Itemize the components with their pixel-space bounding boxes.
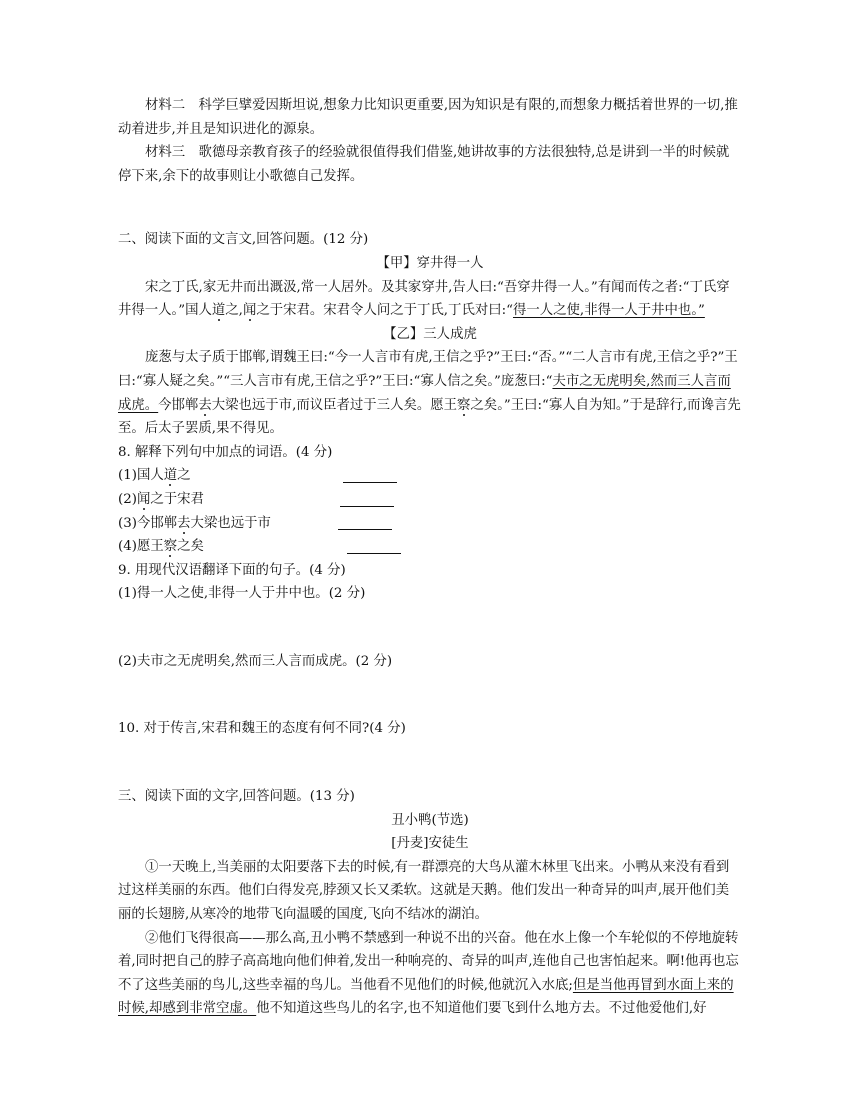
answer-blank[interactable]: [343, 468, 397, 483]
dotted-word: 察: [163, 539, 178, 555]
question-9-sub-1: (1)得一人之使,非得一人于井中也。(2 分): [118, 586, 366, 602]
question-8-item-2: (2)闻之于宋君: [118, 488, 742, 512]
question-8-item-4: (4)愿王察之矣: [118, 535, 742, 559]
material-three: 材料三 歌德母亲教育孩子的经验就很值得我们借鉴,她讲故事的方法很独特,总是讲到一半的时候就停下来,余下的故事则让小歌德自己发挥。: [118, 145, 730, 184]
answer-blank[interactable]: [338, 515, 392, 530]
passage-b-title: 【乙】三人成虎: [383, 326, 477, 342]
document-page: [118, 94, 742, 1021]
underlined-sentence: 夫市之无虎明矣,然而三人言而成虎。: [118, 373, 731, 413]
question-8-item-3: (3)今邯郸去大梁也远于市: [118, 512, 742, 536]
story-title: 丑小鸭(节选): [391, 812, 469, 828]
underlined-sentence: 得一人之使,非得一人于井中也。”: [512, 303, 705, 319]
dotted-word: 去: [198, 397, 212, 413]
material-two: 材料二 科学巨擘爱因斯坦说,想象力比知识更重要,因为知识是有限的,而想象力概括着世界的一切,推动着进步,并且是知识进化的源泉。: [118, 98, 738, 137]
story-paragraph-1: ①一天晚上,当美丽的太阳要落下去的时候,有一群漂亮的大鸟从灌木林里飞出来。小鸭从来没有看到过这样美丽的东西。他们白得发亮,脖颈又长又柔软。这就是天鹅。他们发出一种奇异的叫声,展开他们美丽的长翅膀,从寒冷的地带飞向温暖的国度,飞向不结冰的湖泊。: [118, 859, 730, 923]
answer-space[interactable]: [118, 606, 742, 650]
answer-blank[interactable]: [340, 492, 394, 507]
answer-blank[interactable]: [347, 539, 401, 554]
dotted-word: 闻: [242, 303, 257, 319]
question-9-sub-2: (2)夫市之无虎明矣,然而三人言而成虎。(2 分): [118, 653, 393, 669]
section-three-heading: 三、阅读下面的文字,回答问题。(13 分): [118, 789, 355, 805]
dotted-word: 察: [457, 397, 471, 413]
passage-a-title: 【甲】穿井得一人: [376, 255, 484, 271]
passage-b-text: 庞葱与太子质于邯郸,谓魏王曰:“今一人言市有虎,王信之乎?”王曰:“否。”“二人言市有虎,王信之乎?”王曰:“寡人疑之矣。”“三人言市有虎,王信之乎?”王曰:“寡人信之矣。”庞葱曰:“夫市之无虎明矣,然而三人言而成虎。今邯郸去大梁也远于市,而议臣者过于三人矣。愿王察之矣。”王曰:“寡人自为知。”于是辞行,而谗言先至。后太子罢质,果不得见。: [118, 350, 741, 437]
dotted-word: 去: [177, 515, 191, 531]
question-10-stem: 10. 对于传言,宋君和魏王的态度有何不同?(4 分): [118, 721, 406, 737]
underlined-sentence: 但是当他再冒到水面上来的时候,却感到非常空虚。: [118, 977, 734, 1017]
question-9-stem: 9. 用现代汉语翻译下面的句子。(4 分): [118, 562, 346, 578]
dotted-word: 道: [163, 468, 178, 484]
section-two-heading: 二、阅读下面的文言文,回答问题。(12 分): [118, 232, 369, 248]
passage-a-text: 宋之丁氏,家无井而出溉汲,常一人居外。及其家穿井,告人曰:“吾穿井得一人。”有闻而传之者:“丁氏穿井得一人。”国人道之,闻之于宋君。宋君令人问之于丁氏,丁氏对曰:“得一人之使,非得一人于井中也。”: [118, 279, 730, 319]
question-8-item-1: (1)国人道之: [118, 464, 742, 488]
dotted-word: 道: [211, 303, 226, 319]
question-8-stem: 8. 解释下列句中加点的词语。(4 分): [118, 444, 333, 460]
story-author: [丹麦]安徒生: [391, 836, 469, 852]
answer-space[interactable]: [118, 673, 742, 717]
dotted-word: 闻: [136, 491, 151, 507]
answer-space[interactable]: [118, 741, 742, 785]
story-paragraph-2: ②他们飞得很高——那么高,丑小鸭不禁感到一种说不出的兴奋。他在水上像一个车轮似的不停地旋转着,同时把自己的脖子高高地向他们伸着,发出一种响亮的、奇异的叫声,连他自己也害怕起来。啊!他再也忘不了这些美丽的鸟儿,这些幸福的鸟儿。当他看不见他们的时候,他就沉入水底;但是当他再冒到水面上来的时候,却感到非常空虚。他不知道这些鸟儿的名字,也不知道他们要飞到什么地方去。不过他爱他们,好: [118, 930, 739, 1017]
